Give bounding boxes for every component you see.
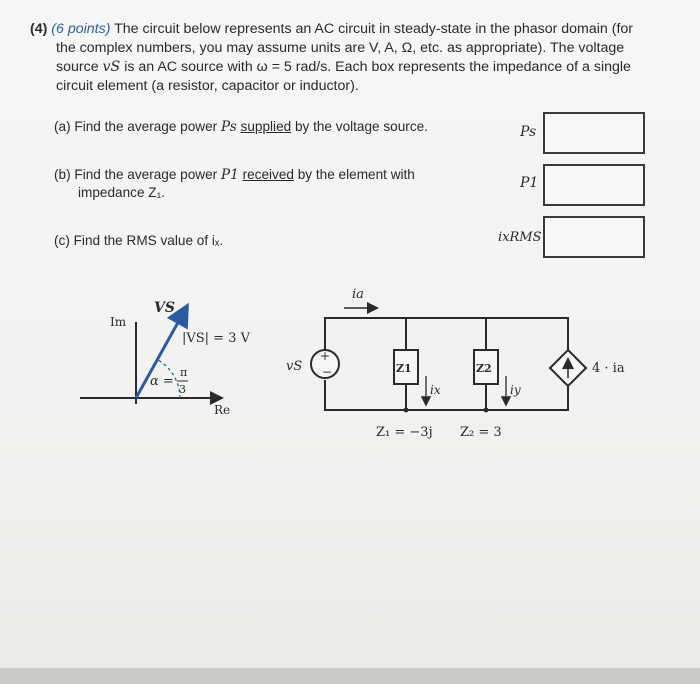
answer-box-p1[interactable] [543,164,645,206]
part-b-question [54,166,415,184]
problem-line-1: The circuit below represents an AC circuit in steady-state in the phasor domain (for [114,21,634,37]
part-b-suffix: by the element with [293,167,415,182]
iy-label: iy [510,383,521,397]
part-b-symbol: P1 [221,167,239,183]
part-a-symbol: Ps [221,119,237,135]
problem-number: (4) [30,21,48,37]
part-a-underlined: supplied [240,119,292,134]
circuit-diagram [280,280,650,440]
problem-statement [30,20,670,96]
ix-label: ix [430,383,441,397]
z2-value: Z₂ = 3 [460,425,502,440]
vs-vector-label: VS [154,300,175,316]
problem-line-2: the complex numbers, you may assume units are V, A, Ω, etc. as appropriate). The voltage [56,40,625,56]
angle-label: α = [150,374,174,389]
problem-line-3a: source [56,59,103,75]
problem-line-4: circuit element (a resistor, capacitor or inductor). [56,78,359,94]
svg-text:−: − [322,365,333,379]
vs-magnitude: |VS| = 3 V [182,331,251,346]
part-b-underlined: received [242,167,294,182]
bottom-wire [325,380,568,410]
part-c-question: (c) Find the RMS value of iₓ. [54,233,224,248]
z2-box-label: Z2 [476,362,492,375]
problem-points: (6 points) [51,21,111,37]
answer-label-p1: P1 [520,175,539,191]
angle-numerator: π [180,366,188,379]
svg-text:+: + [320,349,331,363]
dependent-source-label: 4 · ia [592,361,625,376]
im-axis-label: Im [110,315,127,329]
re-axis-label: Re [214,403,231,417]
z1-value: Z₁ = −3j [376,425,433,440]
vs-source-label: vS [286,359,303,374]
answer-label-ps: Ps [520,124,537,140]
part-b-line-2: impedance Z₁. [78,185,165,200]
part-b-prefix: (b) Find the average power [54,167,221,182]
answer-label-ixrms: ixRMS [498,230,542,245]
answer-box-ixrms[interactable] [543,216,645,258]
phasor-diagram [70,280,270,430]
part-a-question [54,118,428,136]
bottom-edge [0,668,700,684]
part-a-prefix: (a) Find the average power [54,119,221,134]
problem-vs-symbol: vS [102,59,121,75]
answer-box-ps[interactable] [543,112,645,154]
z1-box-label: Z1 [396,362,412,375]
angle-denominator: 3 [179,383,186,396]
top-wire [325,318,568,364]
problem-line-3b: is an AC source with ω = 5 rad/s. Each box represents the impedance of a single [120,59,631,75]
dependent-current-source [550,350,586,386]
ia-label: ia [352,287,364,302]
part-a-suffix: by the voltage source. [291,119,428,134]
voltage-source [311,349,339,379]
